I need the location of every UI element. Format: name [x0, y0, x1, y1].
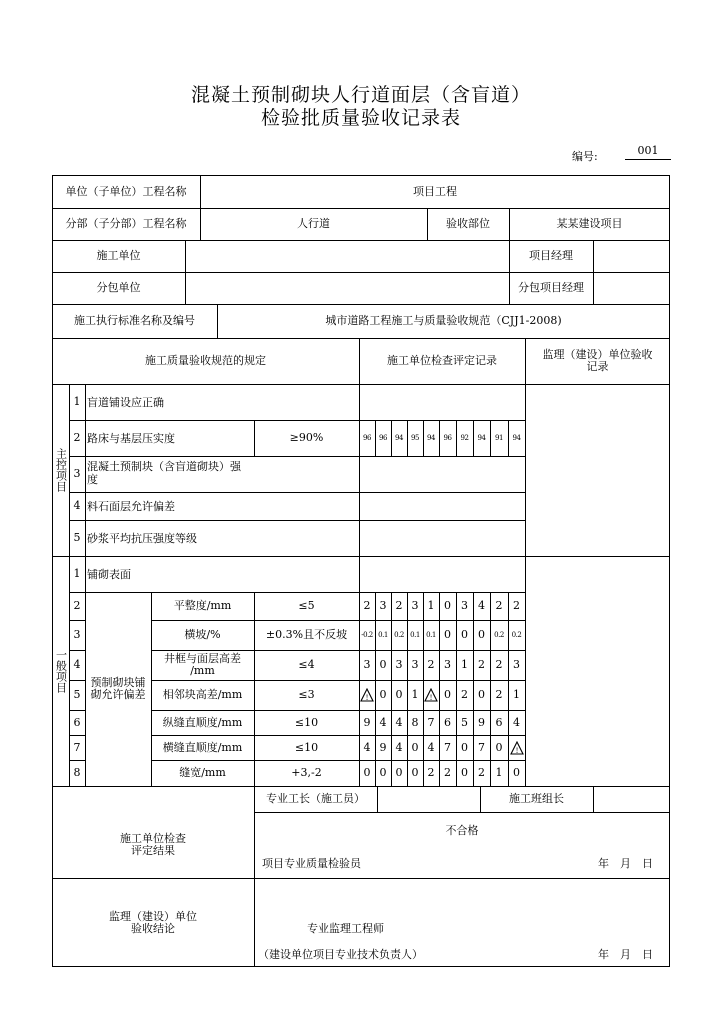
inspector-label: 项目专业质量检验员 — [262, 857, 361, 870]
main-item-no: 3 — [73, 467, 81, 480]
value-cell: 2 — [444, 766, 451, 779]
tolerance-item-name: 横坡/% — [184, 628, 221, 641]
value-cell: 0 — [461, 766, 468, 779]
value-cell: 3 — [513, 658, 520, 671]
general-item-name: 铺砌表面 — [87, 568, 131, 581]
value-cell: 1 — [495, 766, 503, 779]
value-cell: 94 — [395, 434, 403, 442]
accept-part-label: 验收部位 — [446, 217, 490, 230]
value-cell: 0 — [395, 766, 403, 779]
tolerance-item-name: 相邻块高差/mm — [162, 688, 243, 701]
tolerance-item-name-line2: /mm — [190, 664, 215, 677]
serial-value: 001 — [625, 144, 671, 160]
value-cell: 0 — [411, 740, 419, 754]
general-item-no: 7 — [73, 740, 81, 754]
value-cell: 0 — [379, 688, 387, 701]
tolerance-item-name: 平整度/mm — [173, 599, 232, 612]
value-cell: 4 — [478, 599, 485, 612]
value-cell — [359, 680, 375, 710]
value-cell: 1 — [411, 688, 419, 701]
value-cell: 0 — [461, 628, 468, 641]
col-check-heading: 施工单位检查评定记录 — [387, 354, 497, 367]
subcontractor-label: 分包单位 — [96, 281, 141, 294]
grid-hline — [69, 456, 525, 457]
general-item-no: 5 — [73, 688, 81, 701]
accept-part-value: 某某建设项目 — [556, 217, 623, 230]
value-cell: 6 — [444, 715, 451, 729]
value-cell: 2 — [427, 658, 435, 671]
value-cell: 0 — [461, 740, 468, 754]
value-cell: 2 — [495, 688, 503, 701]
value-cell: 94 — [477, 434, 486, 442]
value-cell: 0 — [379, 658, 387, 671]
supervision-conclusion-line1: 监理（建设）单位 — [109, 909, 197, 923]
supervision-conclusion-line2: 验收结论 — [131, 921, 175, 935]
value-cell: 4 — [395, 740, 403, 754]
value-cell: 6 — [495, 715, 503, 729]
main-item-name-line2: 度 — [87, 473, 98, 486]
general-item-no: 1 — [73, 567, 81, 580]
value-cell: 92 — [460, 434, 469, 442]
serial-label: 编号: — [572, 150, 598, 163]
value-cell: 3 — [411, 599, 419, 612]
tolerance-item-spec: ≤10 — [294, 715, 319, 729]
standard-value: 城市道路工程施工与质量验收规范（CJJ1-2008) — [325, 314, 562, 327]
value-cell: 96 — [363, 434, 371, 442]
value-cell: 0 — [379, 766, 387, 779]
value-cell: 0 — [444, 628, 451, 641]
general-item-no: 4 — [73, 658, 81, 671]
value-cell: 4 — [363, 740, 371, 754]
value-cell: 0 — [395, 688, 403, 701]
value-cell: 9 — [363, 715, 371, 729]
general-item-no: 2 — [73, 599, 81, 612]
value-cell: 2 — [427, 766, 435, 779]
tolerance-item-spec: +3,-2 — [291, 766, 322, 779]
value-cell: 94 — [427, 434, 435, 442]
main-item-no: 5 — [73, 531, 81, 544]
value-cell: 7 — [427, 715, 435, 729]
value-cell: 2 — [478, 766, 485, 779]
pm-label: 项目经理 — [529, 249, 573, 262]
value-cell — [423, 680, 439, 710]
value-cell: 3 — [363, 658, 371, 671]
standard-label: 施工执行标准名称及编号 — [74, 314, 195, 327]
warning-triangle-icon — [510, 741, 524, 755]
main-item-no: 2 — [73, 431, 81, 444]
value-cell: 3 — [395, 658, 403, 671]
col-supervision-heading — [525, 338, 670, 384]
tolerance-item-name — [151, 650, 254, 680]
value-cell: 1 — [461, 658, 468, 671]
value-cell: 0 — [478, 628, 485, 641]
main-item-name: 路床与基层压实度 — [87, 432, 175, 445]
tolerance-item-spec: ±0.3%且不反坡 — [265, 628, 348, 641]
tolerance-item-spec: ≤10 — [294, 740, 319, 754]
warning-triangle-icon — [360, 688, 374, 702]
contractor-label: 施工单位 — [96, 249, 141, 262]
contractor-result-label — [52, 812, 254, 878]
sub-pm-label: 分包项目经理 — [518, 281, 584, 294]
value-cell: 3 — [379, 599, 387, 612]
svg-text:!: ! — [515, 746, 518, 755]
main-control-label: 主控项目 — [54, 448, 68, 492]
value-cell: 0.2 — [494, 631, 504, 639]
tolerance-item-spec: ≤5 — [298, 599, 315, 612]
value-cell: 4 — [513, 715, 520, 729]
value-cell: 5 — [461, 715, 468, 729]
grid-vline — [185, 240, 186, 304]
value-cell: 0.1 — [426, 631, 436, 639]
foreman-label: 专业工长（施工员） — [266, 792, 365, 805]
value-cell: 0.1 — [410, 631, 420, 639]
value-cell: 91 — [495, 434, 503, 442]
value-cell: 96 — [443, 434, 452, 442]
main-item-no: 1 — [73, 395, 81, 408]
svg-text:!: ! — [365, 694, 369, 702]
value-cell: 4 — [379, 715, 387, 729]
value-cell: 0.1 — [378, 631, 388, 639]
general-item-no: 8 — [73, 766, 81, 779]
value-cell: 8 — [411, 715, 419, 729]
value-cell: 2 — [395, 599, 403, 612]
tolerance-item-spec: ≤4 — [298, 658, 315, 671]
sub-project-value: 人行道 — [297, 217, 330, 230]
value-cell — [508, 735, 525, 760]
owner-label: （建设单位项目专业技术负责人） — [258, 948, 423, 961]
supervision-conclusion-label — [52, 878, 254, 967]
value-cell: 3 — [411, 658, 419, 671]
value-cell: 2 — [478, 658, 485, 671]
date-label: 年 月 日 — [598, 857, 653, 870]
grid-vline — [525, 338, 526, 786]
title-line-2: 检验批质量验收记录表 — [260, 107, 461, 129]
grid-hline — [254, 812, 670, 813]
tolerance-item-name: 横缝直顺度/mm — [162, 740, 243, 754]
general-label: 一般项目 — [54, 649, 68, 693]
main-item-no: 4 — [73, 499, 81, 512]
tolerance-item-name-line1: 井框与面层高差 — [164, 652, 241, 665]
unit-project-value: 项目工程 — [413, 184, 457, 198]
main-item-name: 砂浆平均抗压强度等级 — [87, 532, 197, 545]
value-cell: 0 — [411, 766, 419, 779]
grid-vline — [593, 240, 594, 304]
col-spec-heading: 施工质量验收规范的规定 — [145, 354, 266, 367]
value-cell: 94 — [512, 434, 521, 442]
grid-vline — [254, 786, 255, 967]
general-item-no: 6 — [73, 715, 81, 729]
value-cell: 2 — [363, 599, 371, 612]
value-cell: 4 — [427, 740, 435, 754]
tolerance-item-spec: ≤3 — [298, 688, 315, 701]
tolerance-label-line2: 砌允许偏差 — [90, 688, 146, 701]
title-line-1: 混凝土预制砌块人行道面层（含盲道） — [190, 84, 531, 106]
main-item-name — [87, 460, 241, 486]
value-cell: 3 — [444, 658, 451, 671]
value-cell: 0.2 — [511, 631, 522, 639]
value-cell: 96 — [379, 434, 387, 442]
main-item-spec: ≥90% — [289, 431, 324, 444]
main-item-name-line1: 混凝土预制块（含盲道砌块）强 — [87, 460, 241, 473]
result-value: 不合格 — [445, 824, 479, 837]
unit-project-label: 单位（子单位）工程名称 — [65, 184, 187, 198]
tolerance-label — [85, 592, 151, 786]
contractor-result-line1: 施工单位检查 — [120, 832, 186, 845]
contractor-result-line2: 评定结果 — [131, 844, 175, 857]
value-cell: 9 — [478, 715, 485, 729]
value-cell: 2 — [461, 688, 468, 701]
grid-hline — [52, 556, 670, 557]
value-cell: 0 — [444, 688, 451, 701]
value-cell: 1 — [427, 599, 435, 612]
col-supervision-line2: 记录 — [586, 360, 609, 373]
value-cell: -0.2 — [361, 631, 373, 639]
value-cell: 0 — [513, 766, 520, 779]
value-cell: 0.2 — [394, 631, 404, 639]
value-cell: 0 — [363, 766, 371, 779]
general-item-no: 3 — [73, 628, 81, 641]
value-cell: 2 — [513, 599, 520, 612]
tolerance-item-name: 缝宽/mm — [179, 766, 226, 779]
value-cell: 7 — [478, 740, 485, 754]
value-cell: 4 — [395, 715, 403, 729]
engineer-label: 专业监理工程师 — [307, 922, 384, 935]
col-supervision-line1: 监理（建设）单位验收 — [542, 348, 653, 361]
value-cell: 2 — [495, 658, 503, 671]
tolerance-label-line1: 预制砌块铺 — [90, 676, 146, 689]
value-cell: 0 — [478, 688, 485, 701]
tolerance-item-name: 纵缝直顺度/mm — [162, 715, 243, 729]
grid-vline — [593, 786, 594, 812]
value-cell: 7 — [444, 740, 451, 754]
value-cell: 9 — [379, 740, 387, 754]
warning-triangle-icon — [424, 688, 438, 702]
main-item-name: 盲道铺设应正确 — [87, 396, 164, 409]
svg-text:!: ! — [429, 694, 433, 702]
sub-project-label: 分部（子分部）工程名称 — [65, 217, 187, 230]
team-leader-label: 施工班组长 — [509, 792, 564, 805]
grid-vline — [377, 786, 378, 812]
date-label-2: 年 月 日 — [598, 948, 653, 961]
main-item-name: 料石面层允许偏差 — [87, 500, 175, 513]
value-cell: 2 — [495, 599, 503, 612]
value-cell: 0 — [444, 599, 451, 612]
value-cell: 3 — [461, 599, 468, 612]
value-cell: 95 — [411, 434, 419, 442]
value-cell: 1 — [513, 688, 520, 701]
value-cell: 0 — [495, 740, 503, 754]
